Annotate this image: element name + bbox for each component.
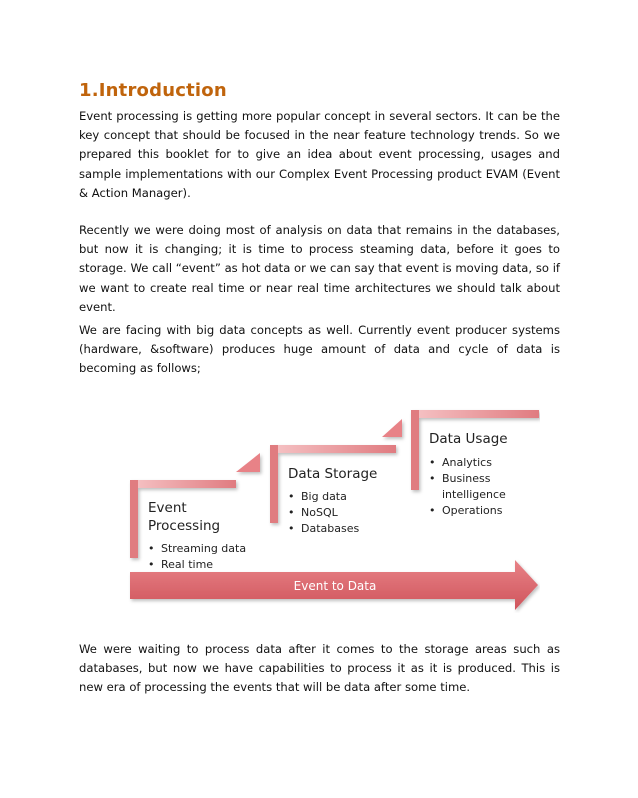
step-event-processing-title: Event Processing (148, 500, 221, 534)
list-item: • NoSQL (288, 505, 359, 521)
step-data-storage-title: Data Storage (288, 466, 378, 482)
data-cycle-diagram (120, 405, 540, 613)
step-data-usage-title: Data Usage (429, 431, 508, 447)
section-heading: 1.Introduction (79, 80, 227, 101)
arrow-label: Event to Data (293, 579, 377, 593)
intro-paragraph-4: We were waiting to process data after it comes to the storage areas such as databases, but now we have capabilities to process it as it is produced. This is new era of processing the events that will be data after some time. (79, 642, 560, 695)
step-data-storage-list (288, 489, 359, 537)
intro-paragraph-3: We are facing with big data concepts as well. Currently event producer systems (hardware, &software) produces huge amount of data and cycle of data is becoming as follows; (79, 323, 560, 376)
intro-paragraph-1: Event processing is getting more popular concept in several sectors. It can be the key concept that should be focused in the near feature technology trends. So we prepared this booklet for to give an idea about event processing, usages and sample implementations with our Complex Event Processing product EVAM (Event & Action Manager). (79, 109, 560, 200)
list-item: • Streaming data (148, 541, 246, 557)
list-item: • Business intelligence (429, 471, 529, 503)
list-item: • Operations (429, 503, 529, 519)
intro-paragraph-2: Recently we were doing most of analysis on data that remains in the databases, but now it is changing; it is time to process steaming data, before it goes to storage. We call “event” as hot data or we can say that event is moving data, so if we want to create real time or near real time architectures we should talk about event. (79, 223, 560, 314)
list-item: • Analytics (429, 455, 529, 471)
step-data-usage-list (429, 455, 529, 519)
step-event-processing-list (148, 541, 246, 573)
list-item: • Real time (148, 557, 246, 573)
list-item: • Databases (288, 521, 359, 537)
list-item: • Big data (288, 489, 359, 505)
